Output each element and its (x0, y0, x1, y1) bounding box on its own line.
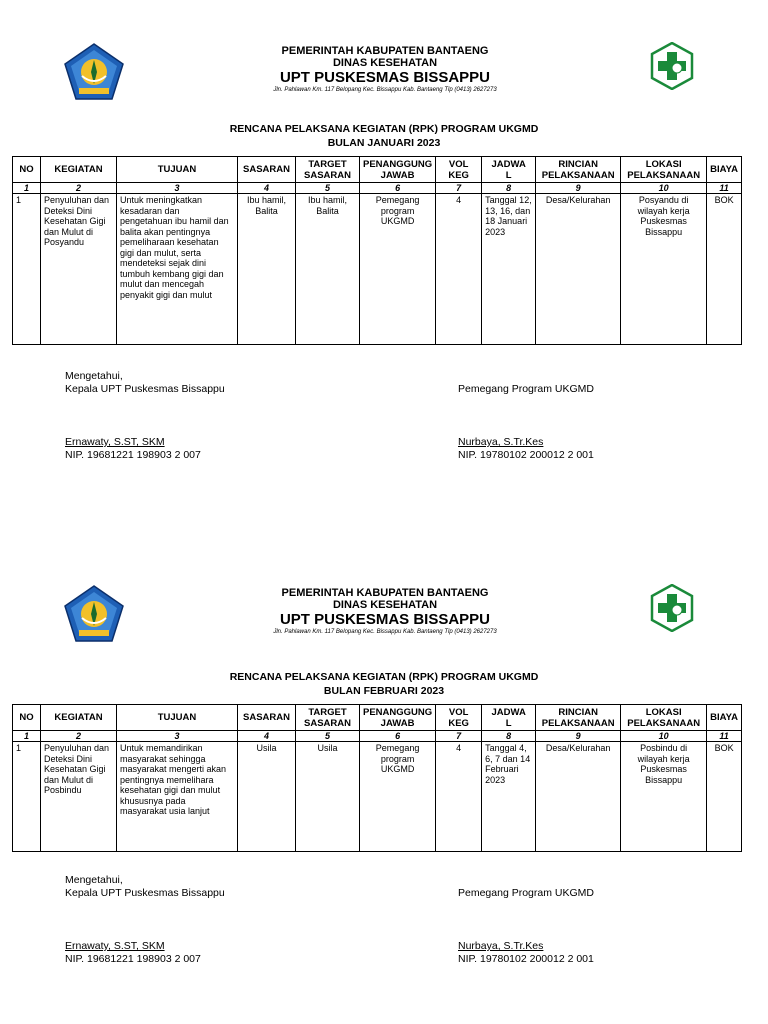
signature-officer-nip: NIP. 19780102 200012 2 001 (458, 449, 594, 461)
cell-sasaran: Usila (238, 742, 296, 852)
column-number: 2 (41, 183, 117, 194)
header-lokasi-l1: LOKASI (645, 706, 682, 718)
letterhead-address: Jln. Pahlawan Km. 117 Belopang Kec. Bissappu Kab. Bantaeng Tlp (0413) 2627273 (273, 629, 497, 635)
header-jadwal-l1: JADWA (491, 158, 526, 170)
header-lokasi (621, 705, 707, 731)
header-jadwal (482, 157, 536, 183)
header-biaya: BIAYA (707, 705, 742, 731)
signature-left (65, 874, 225, 966)
header-target-l2: SASARAN (304, 169, 351, 181)
letterhead-agency: DINAS KESEHATAN (332, 599, 438, 611)
signature-head-nip: NIP. 19681221 198903 2 007 (65, 953, 201, 965)
puskesmas-cross-logo-icon (650, 584, 694, 632)
header-rincian-l2: PELAKSANAAN (541, 169, 615, 181)
table-row (13, 742, 742, 852)
letterhead-institution: UPT PUSKESMAS BISSAPPU (279, 69, 491, 86)
header-vol (436, 157, 482, 183)
header-tujuan: TUJUAN (117, 705, 238, 731)
cell-jadwal: Tanggal 12, 13, 16, dan 18 Januari 2023 (482, 194, 536, 345)
letterhead (0, 42, 768, 104)
header-penanggung-l1: PENANGGUNG (363, 158, 433, 170)
plan-title (0, 670, 768, 698)
header-vol-l1: VOL (448, 158, 469, 170)
signature-head-nip: NIP. 19681221 198903 2 007 (65, 449, 201, 461)
cell-vol: 4 (436, 194, 482, 345)
table-header-row (13, 157, 742, 183)
column-number: 8 (482, 731, 536, 742)
letterhead-address: Jln. Pahlawan Km. 117 Belopang Kec. Bissappu Kab. Bantaeng Tlp (0413) 2627273 (273, 87, 497, 93)
column-number: 6 (360, 183, 436, 194)
cell-penanggung: Pemegang program UKGMD (360, 742, 436, 852)
signature-head-name: Ernawaty, S.ST, SKM (65, 436, 165, 448)
puskesmas-cross-logo-icon (650, 42, 694, 90)
rpk-section-january (0, 42, 768, 472)
table-row (13, 194, 742, 345)
column-number: 9 (536, 183, 621, 194)
header-lokasi-l2: PELAKSANAAN (627, 169, 701, 181)
cell-vol: 4 (436, 742, 482, 852)
signature-officer-name: Nurbaya, S.Tr.Kes (458, 940, 544, 952)
signature-head-title: Kepala UPT Puskesmas Bissappu (65, 383, 225, 395)
header-no: NO (13, 157, 41, 183)
header-penanggung-l2: JAWAB (380, 717, 415, 729)
cell-biaya: BOK (707, 742, 742, 852)
column-number: 8 (482, 183, 536, 194)
header-penanggung (360, 705, 436, 731)
letterhead-institution: UPT PUSKESMAS BISSAPPU (279, 611, 491, 628)
column-number: 11 (707, 731, 742, 742)
cell-penanggung: Pemegang program UKGMD (360, 194, 436, 345)
cell-rincian: Desa/Kelurahan (536, 194, 621, 345)
signature-officer-nip: NIP. 19780102 200012 2 001 (458, 953, 594, 965)
signature-right (458, 887, 594, 966)
column-number: 4 (238, 183, 296, 194)
cell-target: Ibu hamil, Balita (296, 194, 360, 345)
signature-left (65, 370, 225, 462)
signature-acknowledged: Mengetahui, (65, 370, 123, 382)
header-kegiatan: KEGIATAN (41, 705, 117, 731)
column-number: 6 (360, 731, 436, 742)
cell-lokasi: Posbindu di wilayah kerja Puskesmas Bissappu (621, 742, 707, 852)
letterhead-government: PEMERINTAH KABUPATEN BANTAENG (281, 587, 489, 599)
header-penanggung (360, 157, 436, 183)
rpk-table (12, 704, 742, 852)
header-jadwal-l2: L (505, 169, 512, 181)
header-jadwal (482, 705, 536, 731)
header-vol-l2: KEG (448, 169, 469, 181)
cell-tujuan: Untuk meningkatkan kesadaran dan pengetahuan ibu hamil dan balita akan pentingnya pemeliharaan kesehatan gigi dan mulut, serta mendeteksi sejak dini tumbuh kembang gigi dan mulut dan mencegah penyakit gigi dan mulut (117, 194, 238, 345)
header-tujuan: TUJUAN (117, 157, 238, 183)
plan-title (0, 122, 768, 150)
column-number: 5 (296, 731, 360, 742)
header-jadwal-l2: L (505, 717, 512, 729)
column-number: 7 (436, 183, 482, 194)
header-rincian (536, 157, 621, 183)
header-target (296, 157, 360, 183)
column-number-row (13, 183, 742, 194)
plan-title-month: BULAN JANUARI 2023 (327, 137, 441, 149)
cell-jadwal: Tanggal 4, 6, 7 dan 14 Februari 2023 (482, 742, 536, 852)
column-number: 9 (536, 731, 621, 742)
column-number: 2 (41, 731, 117, 742)
letterhead-text (200, 45, 570, 94)
column-number: 10 (621, 731, 707, 742)
header-vol-l1: VOL (448, 706, 469, 718)
cell-tujuan: Untuk memandirikan masyarakat sehingga masyarakat mengerti akan pentingnya memelihara kesehatan gigi dan mulut khususnya pada masyarakat usia lanjut (117, 742, 238, 852)
column-number: 5 (296, 183, 360, 194)
header-target-l1: TARGET (308, 706, 347, 718)
header-rincian-l2: PELAKSANAAN (541, 717, 615, 729)
column-number: 3 (117, 183, 238, 194)
plan-title-program: RENCANA PELAKSANA KEGIATAN (RPK) PROGRAM UKGMD (229, 671, 539, 683)
plan-title-month: BULAN FEBRUARI 2023 (323, 685, 445, 697)
header-no: NO (13, 705, 41, 731)
header-penanggung-l1: PENANGGUNG (363, 706, 433, 718)
bantaeng-regency-emblem-icon (62, 42, 126, 102)
rpk-table (12, 156, 742, 345)
cell-rincian: Desa/Kelurahan (536, 742, 621, 852)
header-rincian-l1: RINCIAN (558, 158, 598, 170)
header-lokasi-l2: PELAKSANAAN (627, 717, 701, 729)
bantaeng-regency-emblem-icon (62, 584, 126, 644)
cell-lokasi: Posyandu di wilayah kerja Puskesmas Bissappu (621, 194, 707, 345)
plan-title-program: RENCANA PELAKSANA KEGIATAN (RPK) PROGRAM UKGMD (229, 123, 539, 135)
signature-right (458, 383, 594, 462)
cell-no: 1 (13, 194, 41, 345)
header-sasaran: SASARAN (238, 157, 296, 183)
column-number: 11 (707, 183, 742, 194)
cell-kegiatan: Penyuluhan dan Deteksi Dini Kesehatan Gigi dan Mulut di Posyandu (41, 194, 117, 345)
signature-head-title: Kepala UPT Puskesmas Bissappu (65, 887, 225, 899)
letterhead (0, 584, 768, 646)
header-lokasi (621, 157, 707, 183)
cell-no: 1 (13, 742, 41, 852)
column-number-row (13, 731, 742, 742)
cell-sasaran: Ibu hamil, Balita (238, 194, 296, 345)
header-vol-l2: KEG (448, 717, 469, 729)
rpk-section-february (0, 584, 768, 1014)
column-number: 4 (238, 731, 296, 742)
column-number: 1 (13, 731, 41, 742)
header-penanggung-l2: JAWAB (380, 169, 415, 181)
header-vol (436, 705, 482, 731)
header-kegiatan: KEGIATAN (41, 157, 117, 183)
signature-acknowledged: Mengetahui, (65, 874, 123, 886)
signature-head-name: Ernawaty, S.ST, SKM (65, 940, 165, 952)
signature-officer-title: Pemegang Program UKGMD (458, 887, 594, 899)
signature-officer-title: Pemegang Program UKGMD (458, 383, 594, 395)
header-biaya: BIAYA (707, 157, 742, 183)
header-lokasi-l1: LOKASI (645, 158, 682, 170)
column-number: 10 (621, 183, 707, 194)
header-rincian (536, 705, 621, 731)
header-jadwal-l1: JADWA (491, 706, 526, 718)
column-number: 7 (436, 731, 482, 742)
cell-kegiatan: Penyuluhan dan Deteksi Dini Kesehatan Gigi dan Mulut di Posbindu (41, 742, 117, 852)
signature-officer-name: Nurbaya, S.Tr.Kes (458, 436, 544, 448)
letterhead-agency: DINAS KESEHATAN (332, 57, 438, 69)
table-header-row (13, 705, 742, 731)
header-rincian-l1: RINCIAN (558, 706, 598, 718)
header-target (296, 705, 360, 731)
cell-target: Usila (296, 742, 360, 852)
header-target-l2: SASARAN (304, 717, 351, 729)
cell-biaya: BOK (707, 194, 742, 345)
column-number: 3 (117, 731, 238, 742)
letterhead-government: PEMERINTAH KABUPATEN BANTAENG (281, 45, 489, 57)
column-number: 1 (13, 183, 41, 194)
header-sasaran: SASARAN (238, 705, 296, 731)
letterhead-text (200, 587, 570, 636)
header-target-l1: TARGET (308, 158, 347, 170)
